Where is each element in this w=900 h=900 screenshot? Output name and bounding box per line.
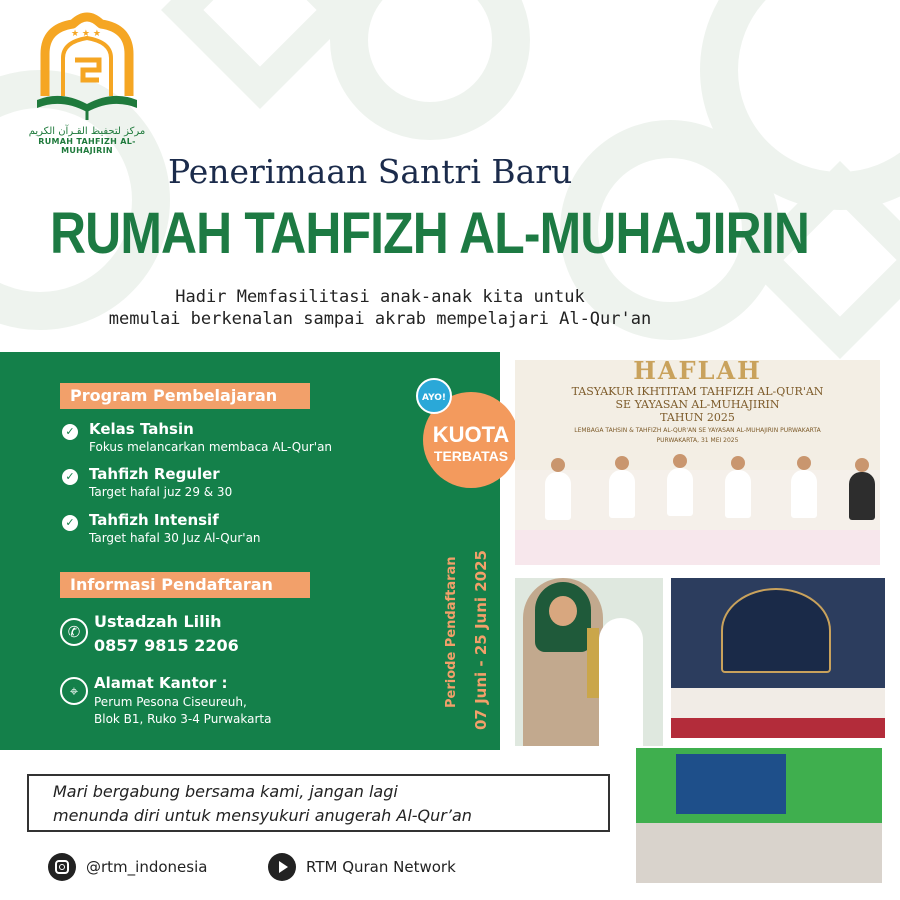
quota-line-1: KUOTA	[432, 422, 510, 447]
program-name: Tahfizh Intensif	[89, 511, 219, 529]
office-address-line: Perum Pesona Ciseureuh,	[94, 695, 247, 709]
background-ornament	[330, 0, 530, 140]
student-figure	[855, 458, 869, 472]
trophy-icon	[587, 628, 599, 698]
mosque-book-emblem-icon	[31, 10, 143, 122]
haflah-title: HAFLAH	[633, 360, 762, 385]
page-title: RUMAH TAHFIZH AL-MUHAJIRIN	[50, 201, 809, 266]
photo-ceremony	[671, 578, 885, 738]
check-circle-icon: ✓	[62, 515, 78, 531]
student-figure	[667, 468, 693, 516]
haflah-small-line: PURWAKARTA, 31 MEI 2025	[656, 437, 739, 444]
flower-row	[515, 530, 880, 565]
student-figure	[731, 456, 745, 470]
instagram-icon[interactable]	[48, 853, 76, 881]
program-name: Kelas Tahsin	[89, 420, 194, 438]
youtube-icon[interactable]	[268, 853, 296, 881]
check-circle-icon: ✓	[62, 469, 78, 485]
haflah-line: TAHUN 2025	[660, 411, 735, 424]
program-heading: Program Pembelajaran	[60, 383, 310, 409]
logo-english-text: RUMAH TAHFIZH AL-MUHAJIRIN	[38, 137, 136, 155]
period-label: Periode Pendaftaran	[444, 556, 459, 708]
program-desc: Target hafal 30 Juz Al-Qur'an	[89, 531, 261, 545]
program-desc: Target hafal juz 29 & 30	[89, 485, 233, 499]
svg-text:★ ★ ★: ★ ★ ★	[71, 29, 101, 39]
photo-haflah-stage	[515, 360, 880, 565]
call-to-action-box	[27, 774, 610, 832]
tagline	[0, 286, 760, 330]
classroom-banner	[676, 754, 786, 814]
haflah-line: TASYAKUR IKHTITAM TAHFIZH AL-QUR'AN	[571, 385, 824, 398]
student-figure	[725, 470, 751, 518]
student-figure	[609, 470, 635, 518]
student-figure	[849, 472, 875, 520]
teacher-face	[549, 596, 577, 626]
registration-period	[442, 508, 498, 733]
student-figure	[599, 618, 643, 746]
student-figure	[615, 456, 629, 470]
logo-arabic-text: مركز لتحفيظ القـرآن الكريم	[28, 126, 146, 137]
check-circle-icon: ✓	[62, 424, 78, 440]
location-pin-icon: ⌖	[60, 677, 88, 705]
tagline-line-2: memulai berkenalan sampai akrab mempelajari Al-Qur'an	[108, 309, 652, 329]
ceremony-carpet	[671, 718, 885, 738]
program-name: Tahfizh Reguler	[89, 465, 220, 483]
program-desc: Fokus melancarkan membaca AL-Qur'an	[89, 440, 333, 454]
cta-line-1: Mari bergabung bersama kami, jangan lagi	[53, 782, 398, 801]
student-figure	[791, 470, 817, 518]
classroom-students	[636, 823, 882, 883]
logo	[22, 10, 152, 155]
haflah-line: SE YAYASAN AL-MUHAJIRIN	[615, 398, 780, 411]
registration-heading: Informasi Pendaftaran	[60, 572, 310, 598]
student-figure	[545, 472, 571, 520]
contact-name: Ustadzah Lilih	[94, 612, 222, 631]
photo-award	[515, 578, 663, 746]
student-figure	[673, 454, 687, 468]
student-figure	[797, 456, 811, 470]
ceremony-backdrop	[721, 588, 831, 673]
haflah-banner	[515, 360, 880, 470]
background-ornament	[161, 0, 359, 109]
subtitle: Penerimaan Santri Baru	[168, 152, 573, 191]
quota-line-2: TERBATAS	[433, 448, 509, 464]
student-figure	[551, 458, 565, 472]
contact-phone[interactable]: 0857 9815 2206	[94, 636, 239, 655]
office-address-line: Blok B1, Ruko 3-4 Purwakarta	[94, 712, 272, 726]
tagline-line-1: Hadir Memfasilitasi anak-anak kita untuk	[175, 287, 585, 307]
period-dates: 07 Juni - 25 Juni 2025	[472, 550, 490, 730]
haflah-small-line: LEMBAGA TAHSIN & TAHFIZH AL-QUR'AN SE YAYASAN AL-MUHAJIRIN PURWAKARTA	[574, 427, 821, 434]
photo-classroom	[636, 748, 882, 883]
office-label: Alamat Kantor :	[94, 674, 228, 692]
instagram-handle[interactable]: @rtm_indonesia	[86, 858, 208, 876]
cta-line-2: menunda diri untuk mensyukuri anugerah Al-Qur’an	[53, 806, 472, 825]
ayo-badge: AYO!	[416, 378, 452, 414]
youtube-channel[interactable]: RTM Quran Network	[306, 858, 456, 876]
phone-icon: ✆	[60, 618, 88, 646]
